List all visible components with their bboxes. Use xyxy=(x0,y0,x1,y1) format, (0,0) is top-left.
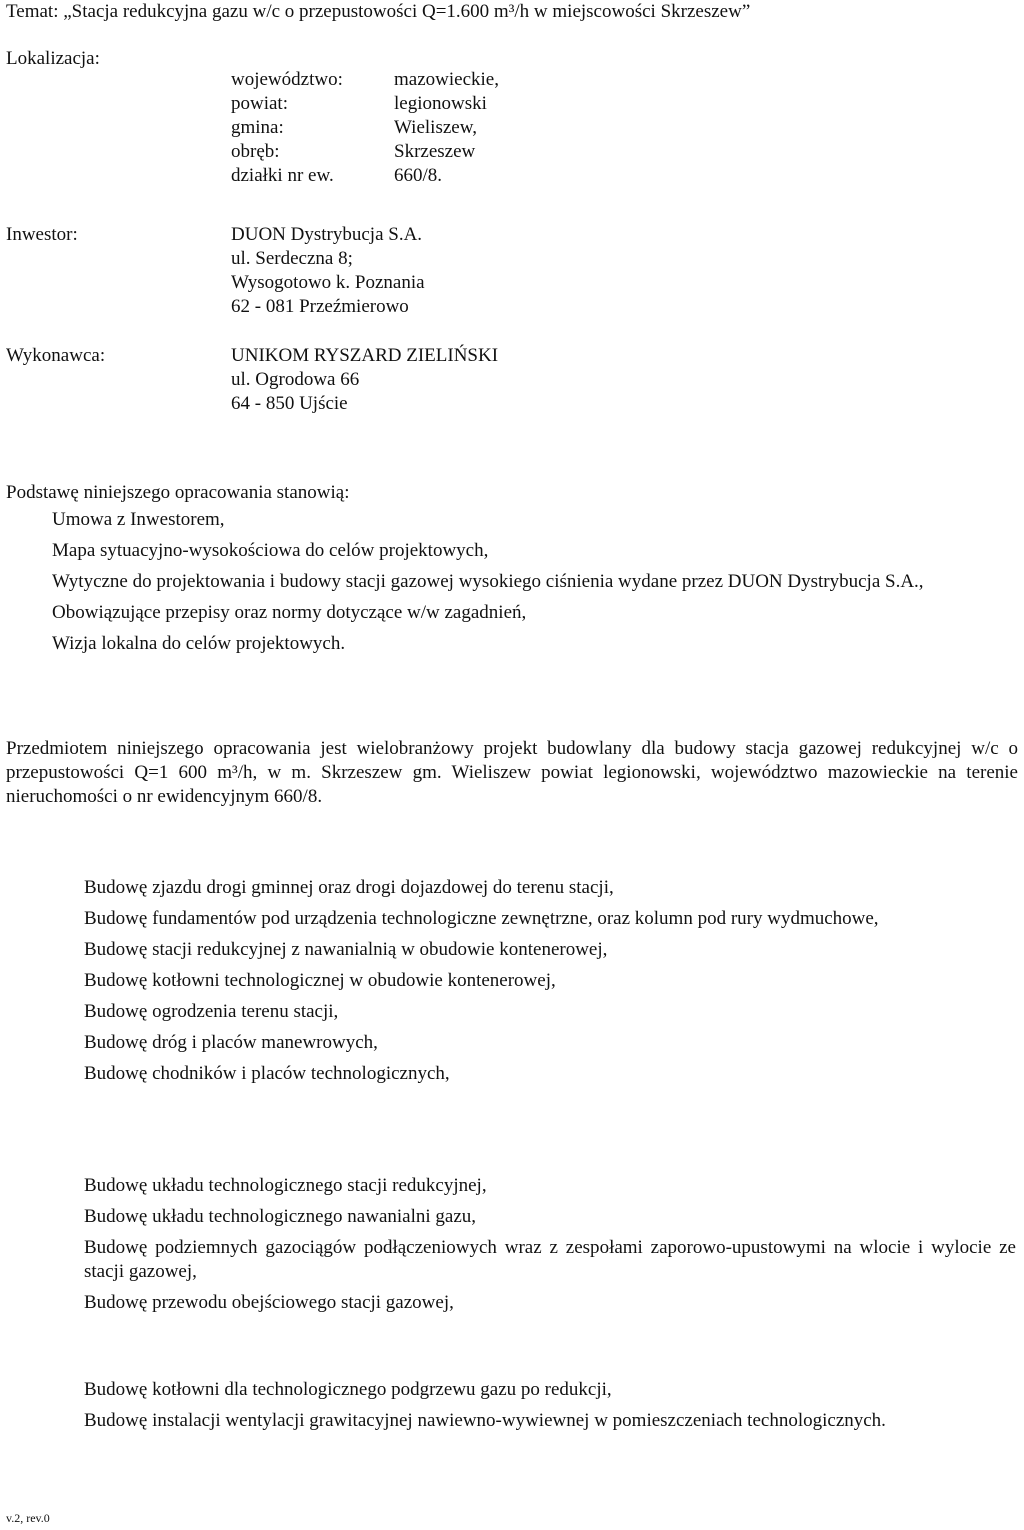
investor-block xyxy=(231,223,425,319)
scope-item: Budowę ogrodzenia terenu stacji, xyxy=(84,1001,339,1022)
scope-item: Budowę fundamentów pod urządzenia technologiczne zewnętrzne, oraz kolumn pod rury wydmuchowe, xyxy=(84,908,879,929)
location-key: gmina: xyxy=(231,117,284,138)
scope-item: Budowę chodników i placów technologicznych, xyxy=(84,1063,450,1084)
technology-scope-list xyxy=(84,1174,1016,1322)
scope-item: Budowę dróg i placów manewrowych, xyxy=(84,1032,378,1053)
location-row xyxy=(231,92,499,116)
subject-text: Przedmiotem niniejszego opracowania jest wielobranżowy projekt budowlany dla budowy stacja gazowej redukcyjnej w/c o przepustowości Q=1 600 m³/h, w m. Skrzeszew gm. Wieliszew powiat legionowski, województwo mazowieckie na terenie nieruchomości o nr ewidencyjnym 660/8. xyxy=(6,738,1018,807)
location-row xyxy=(231,116,499,140)
location-row xyxy=(231,140,499,164)
scope-item: Budowę układu technologicznego nawanialni gazu, xyxy=(84,1206,477,1227)
scope-item: Budowę stacji redukcyjnej z nawanialnią w obudowie kontenerowej, xyxy=(84,939,608,960)
investor-line: DUON Dystrybucja S.A. xyxy=(231,224,423,245)
scope-item: Budowę kotłowni dla technologicznego podgrzewu gazu po redukcji, xyxy=(84,1379,612,1400)
investor-label: Inwestor: xyxy=(6,224,78,245)
scope-item: Budowę instalacji wentylacji grawitacyjnej nawiewno-wywiewnej w pomieszczeniach technologicznych. xyxy=(84,1410,886,1431)
location-value: mazowieckie, xyxy=(394,69,499,90)
installations-scope-list xyxy=(84,1378,1016,1440)
contractor-block xyxy=(231,344,498,416)
scope-item: Budowę przewodu obejściowego stacji gazowej, xyxy=(84,1292,454,1313)
investor-line: ul. Serdeczna 8; xyxy=(231,248,353,269)
basis-item: Wytyczne do projektowania i budowy stacji gazowej wysokiego ciśnienia wydane przez DUON Dystrybucja S.A., xyxy=(52,571,924,592)
location-key: obręb: xyxy=(231,141,280,162)
location-value: Skrzeszew xyxy=(394,141,476,162)
scope-item: Budowę układu technologicznego stacji redukcyjnej, xyxy=(84,1175,487,1196)
investor-line: 62 - 081 Przeźmierowo xyxy=(231,296,409,317)
version-footer: v.2, rev.0 xyxy=(6,1511,50,1525)
location-key: działki nr ew. xyxy=(231,165,334,186)
location-value: 660/8. xyxy=(394,165,443,186)
basis-list xyxy=(52,508,1016,663)
location-key: województwo: xyxy=(231,69,343,90)
location-row xyxy=(231,68,499,92)
subject-paragraph xyxy=(6,737,1018,809)
basis-item: Wizja lokalna do celów projektowych. xyxy=(52,633,346,654)
contractor-label: Wykonawca: xyxy=(6,345,106,366)
scope-item: Budowę podziemnych gazociągów podłączeniowych wraz z zespołami zaporowo-upustowymi na wlocie i wylocie ze stacji gazowej, xyxy=(84,1237,1016,1282)
contractor-line: ul. Ogrodowa 66 xyxy=(231,369,360,390)
location-value: legionowski xyxy=(394,93,487,114)
location-table xyxy=(231,68,499,188)
investor-line: Wysogotowo k. Poznania xyxy=(231,272,425,293)
location-row xyxy=(231,164,499,188)
location-value: Wieliszew, xyxy=(394,117,477,138)
contractor-line: 64 - 850 Ujście xyxy=(231,393,348,414)
construction-scope-list xyxy=(84,876,1016,1093)
document-title: Temat: „Stacja redukcyjna gazu w/c o przepustowości Q=1.600 m³/h w miejscowości Skrzeszew” xyxy=(6,1,751,22)
basis-item: Umowa z Inwestorem, xyxy=(52,509,225,530)
contractor-line: UNIKOM RYSZARD ZIELIŃSKI xyxy=(231,345,499,366)
basis-item: Obowiązujące przepisy oraz normy dotyczące w/w zagadnień, xyxy=(52,602,527,623)
location-label: Lokalizacja: xyxy=(6,48,100,69)
basis-item: Mapa sytuacyjno-wysokościowa do celów projektowych, xyxy=(52,540,489,561)
location-key: powiat: xyxy=(231,93,288,114)
scope-item: Budowę kotłowni technologicznej w obudowie kontenerowej, xyxy=(84,970,556,991)
scope-item: Budowę zjazdu drogi gminnej oraz drogi dojazdowej do terenu stacji, xyxy=(84,877,614,898)
basis-heading: Podstawę niniejszego opracowania stanowią: xyxy=(6,482,350,503)
